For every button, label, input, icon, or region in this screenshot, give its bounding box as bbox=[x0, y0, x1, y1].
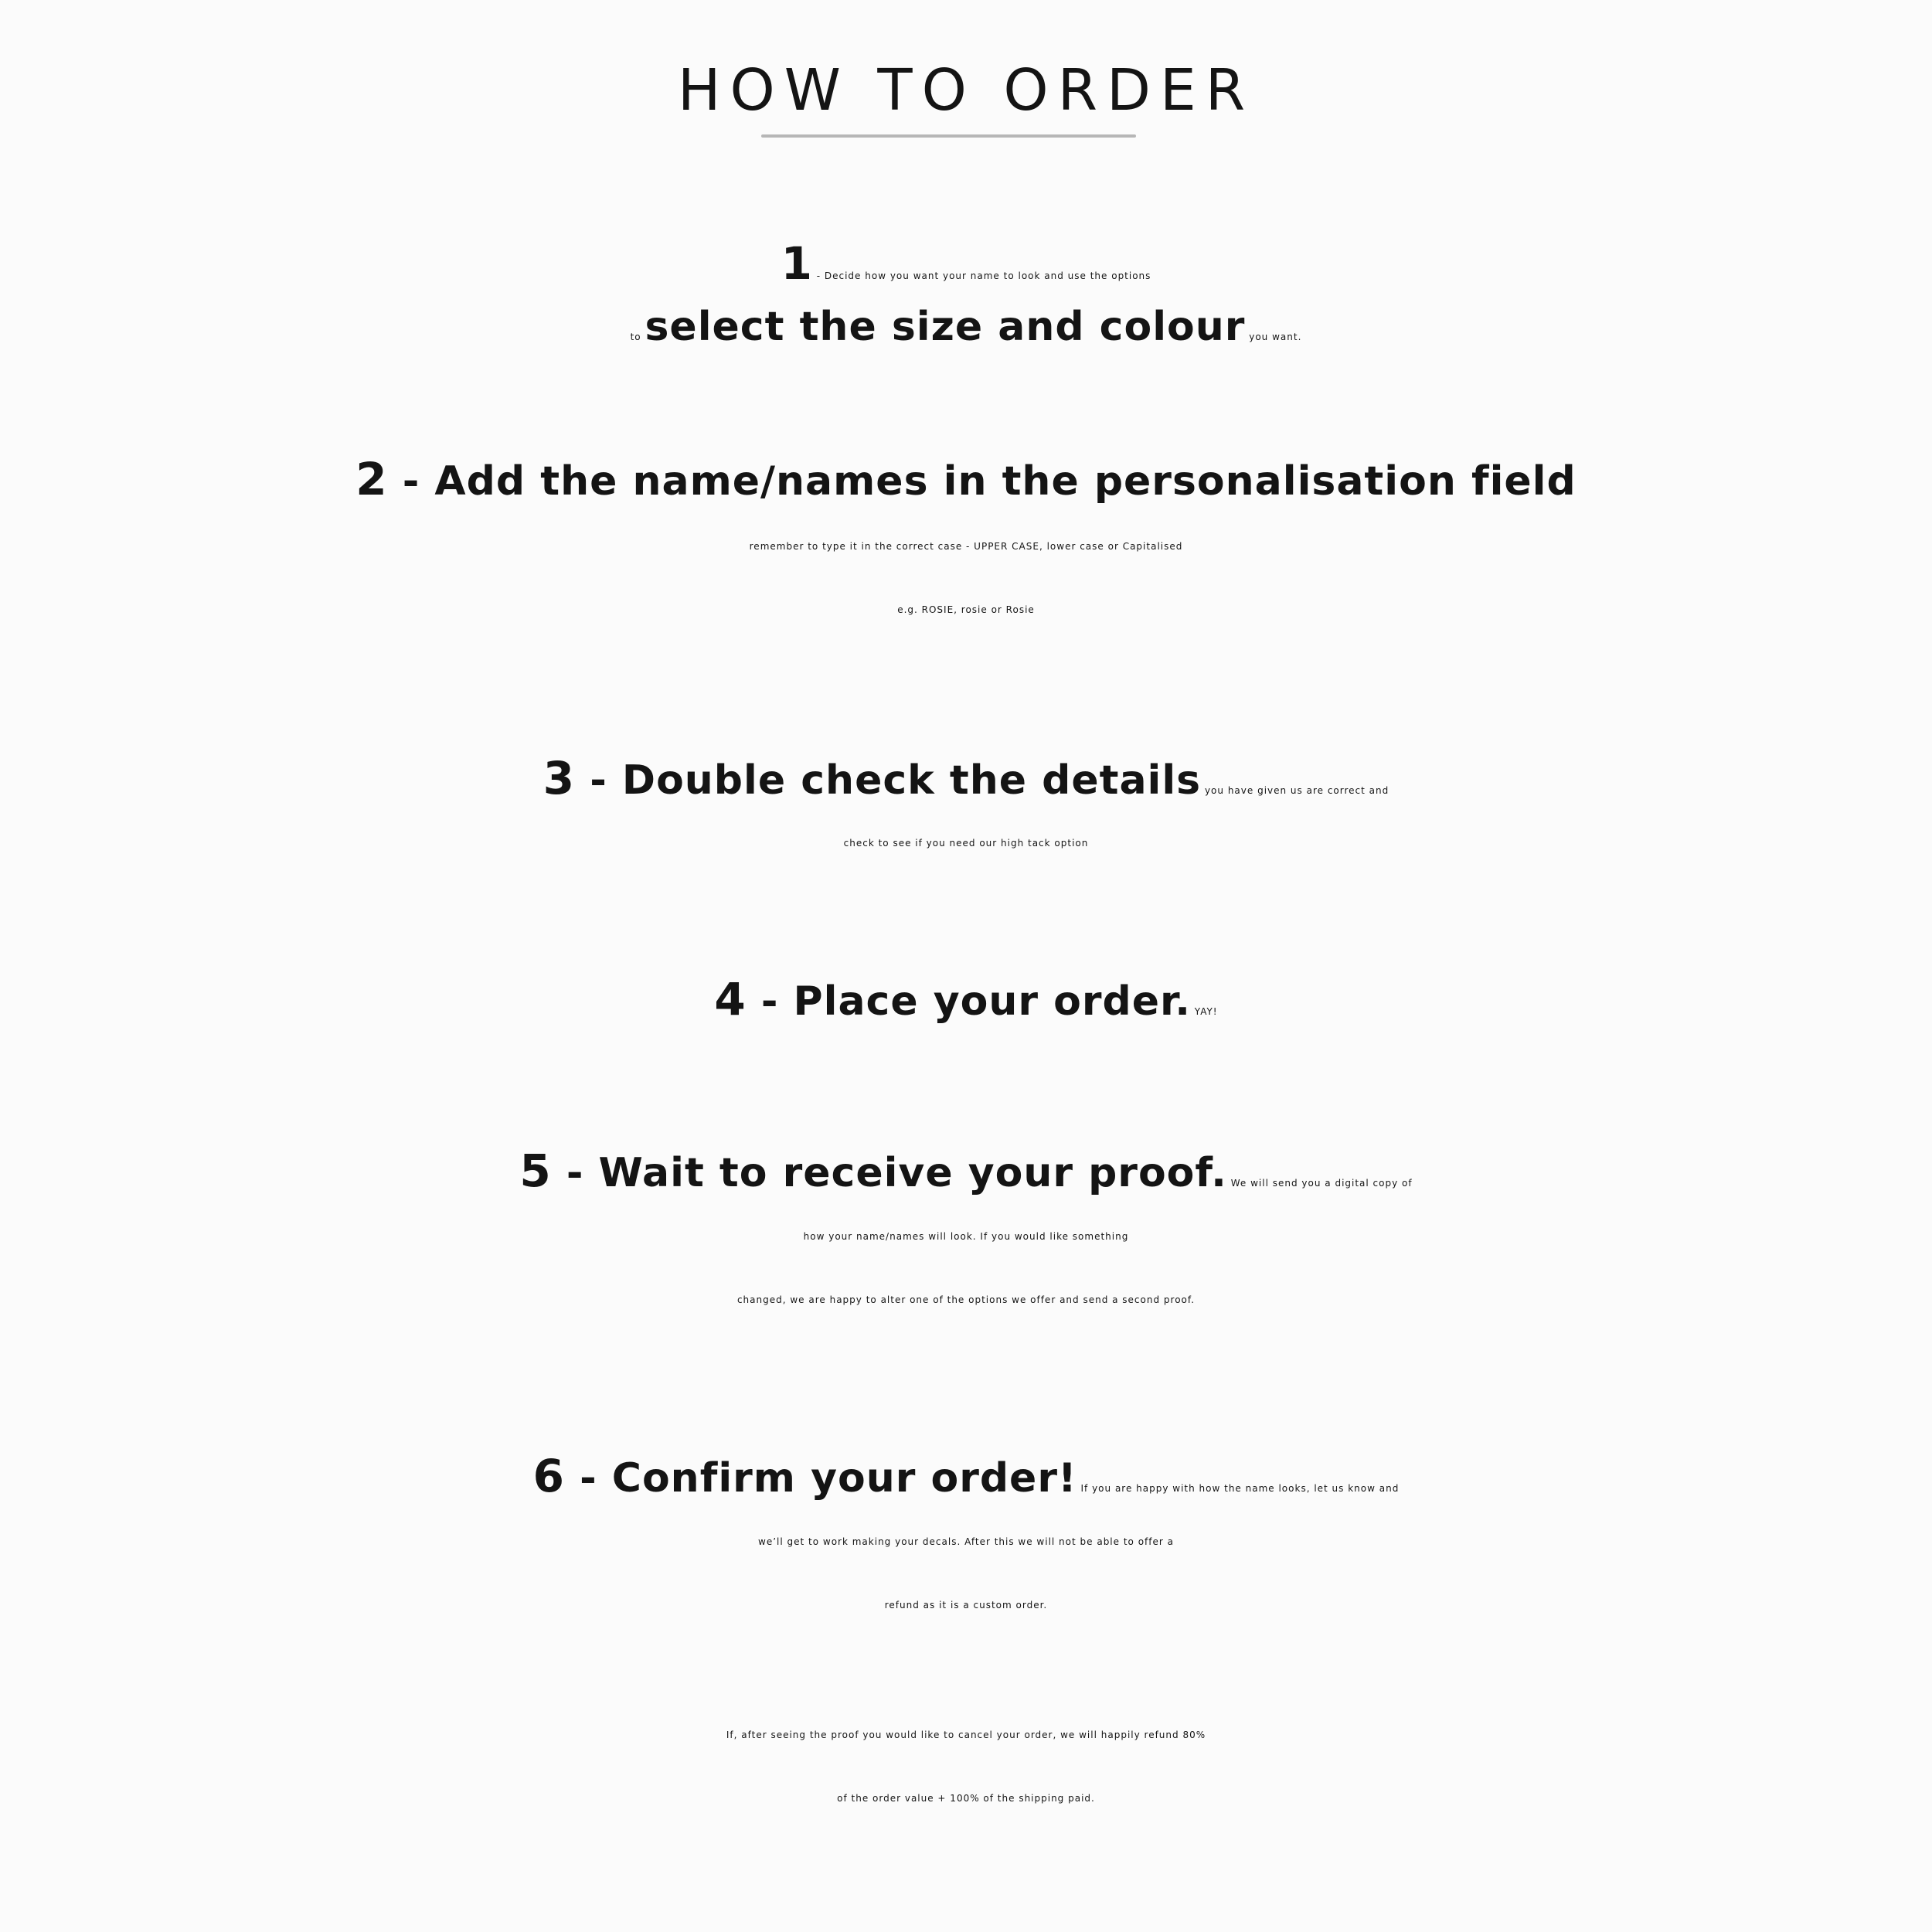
step-1-line-2-pre: to bbox=[630, 332, 645, 342]
step-3-line-1-post: you have given us are correct and bbox=[1201, 785, 1389, 796]
step-3-heading: - Double check the details bbox=[575, 757, 1202, 804]
step-5-line-2: how your name/names will look. If you would like something bbox=[803, 1231, 1129, 1242]
step-5-line-1 bbox=[0, 1144, 1932, 1210]
step-5-line-1-post: We will send you a digital copy of bbox=[1226, 1178, 1413, 1189]
refund-note-line-2: of the order value + 100% of the shipping paid. bbox=[837, 1793, 1095, 1804]
step-5-line-3: changed, we are happy to alter one of the options we offer and send a second proof. bbox=[736, 1294, 1196, 1305]
step-5-number: 5 bbox=[519, 1145, 552, 1197]
step-3-line-2: check to see if you need our high tack option bbox=[843, 838, 1089, 849]
step-3-line-1 bbox=[0, 751, 1932, 818]
step-5-heading: - Wait to receive your proof. bbox=[551, 1150, 1227, 1196]
page-title: HOW TO ORDER bbox=[677, 57, 1255, 124]
refund-note-line-1: If, after seeing the proof you would like to cancel your order, we will happily refund 80% bbox=[726, 1730, 1206, 1740]
title-underline bbox=[761, 134, 1136, 138]
step-3-number: 3 bbox=[543, 752, 576, 804]
step-2-line-3: e.g. ROSIE, rosie or Rosie bbox=[897, 604, 1035, 615]
step-6-line-1-post: If you are happy with how the name looks, let us know and bbox=[1077, 1483, 1400, 1494]
step-4-heading: - Place your order. bbox=[746, 978, 1191, 1025]
step-2-line-2: remember to type it in the correct case - UPPER CASE, lower case or Capitalised bbox=[749, 541, 1183, 552]
step-6-heading: - Confirm your order! bbox=[565, 1455, 1077, 1502]
step-4-number: 4 bbox=[714, 973, 747, 1026]
step-1-line-2 bbox=[0, 300, 1932, 364]
step-1-line-1 bbox=[0, 236, 1932, 303]
step-2-heading-line bbox=[0, 452, 1932, 519]
step-1-number: 1 bbox=[781, 237, 813, 290]
step-1-line-2-post: you want. bbox=[1245, 332, 1302, 342]
step-6-line-2: we’ll get to work making your decals. After this we will not be able to offer a bbox=[758, 1536, 1174, 1547]
step-4-line-1 bbox=[0, 972, 1932, 1039]
step-6-number: 6 bbox=[532, 1450, 565, 1502]
step-6-line-1 bbox=[0, 1449, 1932, 1515]
step-6-line-3: refund as it is a custom order. bbox=[884, 1600, 1048, 1611]
step-1-emphasis: select the size and colour bbox=[645, 304, 1246, 350]
step-2-number: 2 bbox=[355, 453, 388, 505]
step-1-text: - Decide how you want your name to look and use the options bbox=[812, 270, 1151, 281]
step-4-line-1-post: YAY! bbox=[1190, 1006, 1218, 1017]
step-2-heading: - Add the name/names in the personalisation field bbox=[387, 458, 1577, 505]
